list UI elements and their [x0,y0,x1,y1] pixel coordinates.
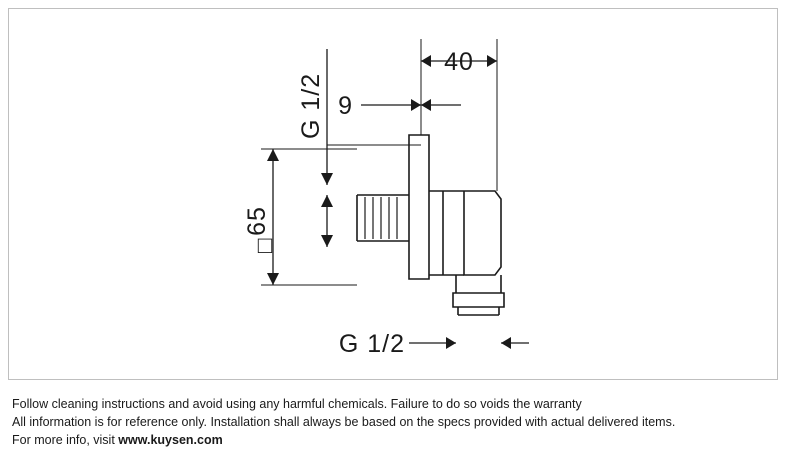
website-link[interactable]: www.kuysen.com [118,433,223,447]
thread-hatching [365,197,397,239]
note-line-3-prefix: For more info, visit [12,433,119,447]
dim-9-arrow-left [411,99,421,111]
label-dim-9: 9 [338,92,353,120]
technical-drawing-panel [8,8,778,380]
dim-g12-top-arrow [321,173,333,185]
flange-plate [409,135,429,279]
dim-40-arrow-left [421,55,431,67]
spout-collar [453,293,504,307]
label-square-symbol: □ [257,232,273,259]
footer-notes [12,395,778,449]
dim-inner-arrow-bottom [321,235,333,247]
label-dim-65: 65 [243,206,271,236]
note-line-1: Follow cleaning instructions and avoid using any harmful chemicals. Failure to do so voids the warranty [12,397,582,411]
spout-sides [456,275,501,293]
note-line-2: All information is for reference only. Installation shall always be based on the specs provided with actual delivered items. [12,415,676,429]
dim-65-arrow-bottom [267,273,279,285]
label-dim-40: 40 [444,48,474,76]
body-outline [429,191,501,275]
dim-g12-bottom-arrow-right [501,337,511,349]
label-g12-bottom: G 1/2 [338,330,405,358]
dim-g12-bottom-arrow-left [446,337,456,349]
label-g12-top: G 1/2 [297,72,325,139]
dim-9-arrow-right [421,99,431,111]
dim-40-arrow-right [487,55,497,67]
note-line-3 [12,431,778,449]
technical-drawing-svg [9,9,777,379]
dim-65-arrow-top [267,149,279,161]
dim-inner-arrow-top [321,195,333,207]
spout-outlet [458,307,499,315]
